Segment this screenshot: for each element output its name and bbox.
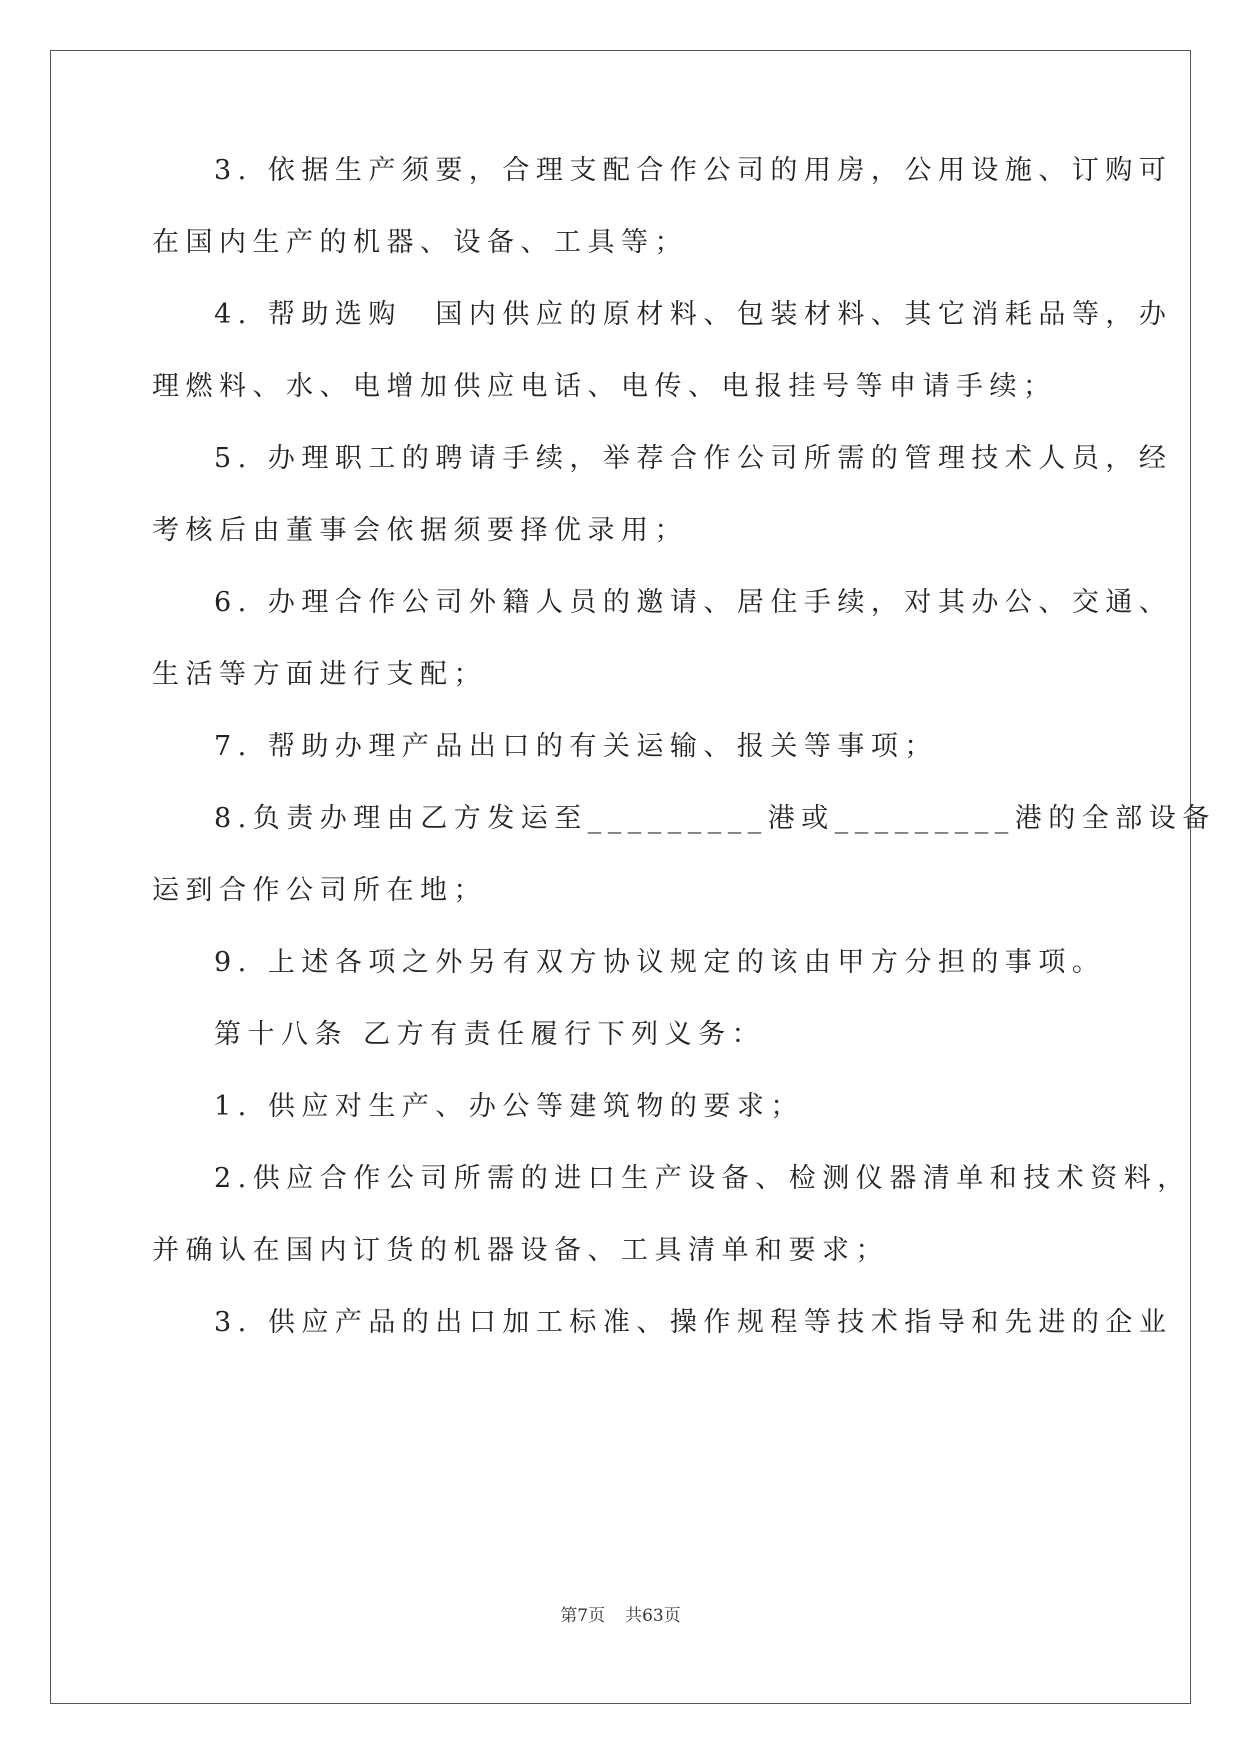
text-line: 2.供应合作公司所需的进口生产设备、检测仪器清单和技术资料， [214, 1163, 1191, 1194]
text-line: 运到合作公司所在地； [152, 875, 487, 906]
text-line: 理燃料、水、电增加供应电话、电传、电报挂号等申请手续； [152, 371, 1057, 402]
page-footer [0, 1604, 1241, 1628]
text-line: 7. 帮助办理产品出口的有关运输、报关等事项； [214, 731, 938, 762]
text-line: 9. 上述各项之外另有双方协议规定的该由甲方分担的事项。 [214, 947, 1106, 978]
text-line: 1. 供应对生产、办公等建筑物的要求； [214, 1091, 804, 1122]
text-line: 生活等方面进行支配； [152, 659, 487, 690]
text-line: 3. 依据生产须要，合理支配合作公司的用房，公用设施、订购可 [214, 155, 1173, 186]
text-line: 并确认在国内订货的机器设备、工具清单和要求； [152, 1235, 889, 1266]
text-line: 8.负责办理由乙方发运至_________港或_________港的全部设备 [214, 803, 1216, 834]
text-line: 4. 帮助选购 国内供应的原材料、包装材料、其它消耗品等，办 [214, 299, 1173, 330]
page-total: 共63页 [625, 1606, 681, 1626]
text-line: 5. 办理职工的聘请手续，举荐合作公司所需的管理技术人员，经 [214, 443, 1173, 474]
text-line: 6. 办理合作公司外籍人员的邀请、居住手续，对其办公、交通、 [214, 587, 1173, 618]
text-line: 3. 供应产品的出口加工标准、操作规程等技术指导和先进的企业 [214, 1307, 1173, 1338]
text-line: 考核后由董事会依据须要择优录用； [152, 515, 688, 546]
text-line: 在国内生产的机器、设备、工具等； [152, 227, 688, 258]
article-heading: 第十八条 乙方有责任履行下列义务： [214, 1019, 766, 1050]
page-number: 第7页 [560, 1606, 606, 1626]
